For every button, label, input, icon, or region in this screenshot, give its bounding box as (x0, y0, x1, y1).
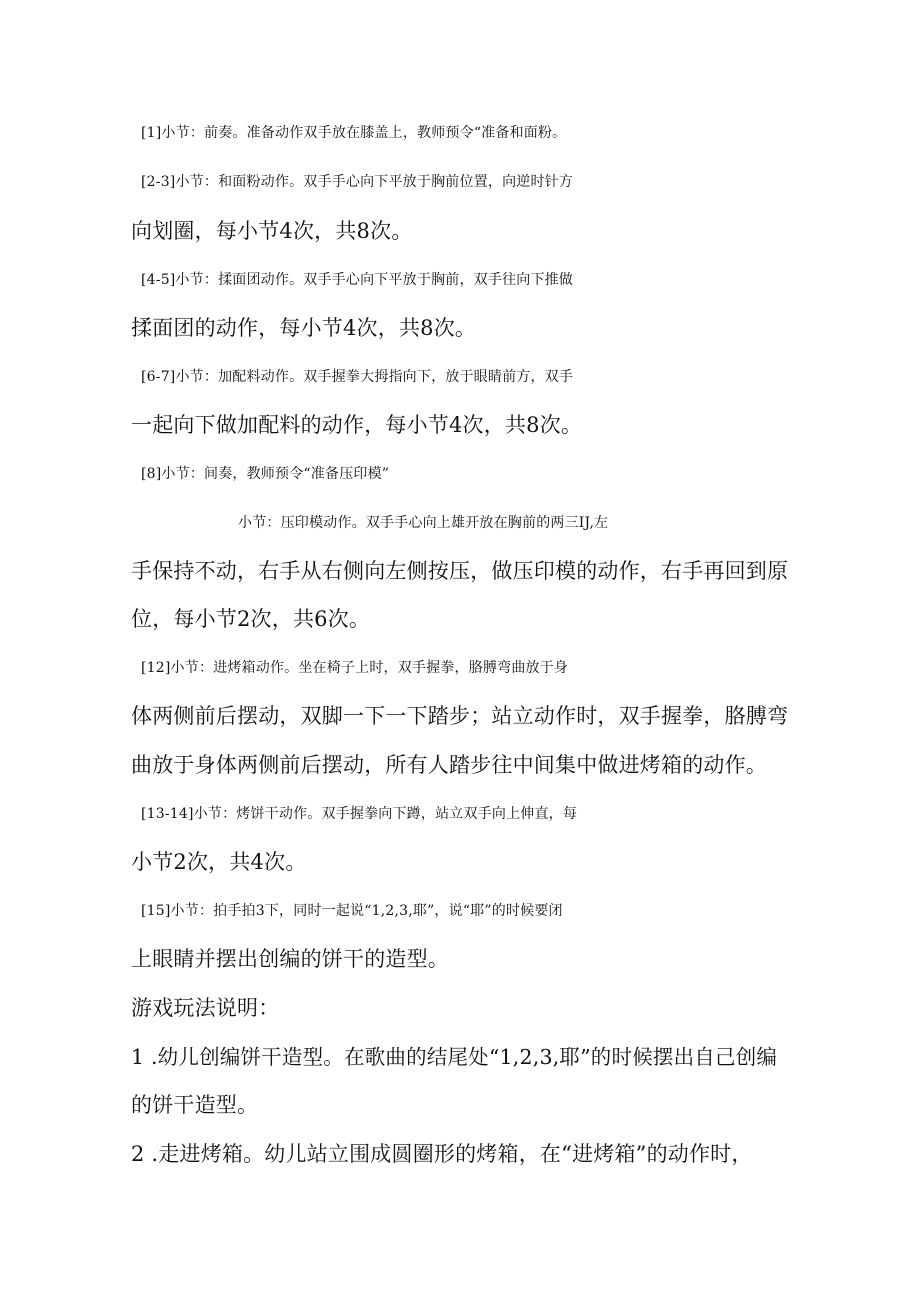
text-line: [15]小节：拍手拍3下，同时一起说“1,2,3,耶”，说“耶”的时候要闭 (141, 903, 563, 919)
text-line: 位，每小节2次，共6次。 (131, 607, 371, 631)
text-line: 上眼睛并摆出创编的饼干的造型。 (131, 947, 449, 971)
list-item: 1 .幼儿创编饼干造型。在歌曲的结尾处“1,2,3,耶”的时候摆出自己创编 (131, 1045, 778, 1069)
text-line: 手保持不动，右手从右侧向左侧按压，做压印模的动作，右手再回到原 (131, 559, 789, 583)
text-line: [13-14]小节：烤饼干动作。双手握拳向下蹲，站立双手向上伸直，每 (141, 806, 578, 822)
text-line: 的饼干造型。 (131, 1093, 259, 1117)
text-line: 揉面团的动作，每小节4次，共8次。 (131, 316, 477, 340)
text-line: [4-5]小节：揉面团动作。双手手心向下平放于胸前，双手往向下推做 (141, 272, 574, 288)
text-line: 一起向下做加配料的动作，每小节4次，共8次。 (131, 413, 583, 437)
list-item: 2 .走进烤箱。幼儿站立围成圆圈形的烤箱，在“进烤箱”的动作时， (131, 1142, 753, 1166)
text-line: 向划圈，每小节4次，共8次。 (131, 219, 413, 243)
text-line: 曲放于身体两侧前后摆动，所有人踏步往中间集中做进烤箱的动作。 (131, 753, 767, 777)
text-line: 体两侧前后摆动，双脚一下一下踏步；站立动作时，双手握拳，胳膊弯 (131, 704, 789, 728)
text-line: 小节2次，共4次。 (131, 850, 307, 874)
text-line: [1]小节：前奏。准备动作双手放在膝盖上，教师预令“准备和面粉。 (141, 125, 567, 141)
text-line: [6-7]小节：加配料动作。双手握拳大拇指向下，放于眼睛前方，双手 (141, 369, 574, 385)
text-line: 小节：压印模动作。双手手心向上雄开放在胸前的两三IJ,左 (238, 515, 609, 531)
text-line: [12]小节：进烤箱动作。坐在椅子上时，双手握拳，胳膊弯曲放于身 (141, 660, 569, 676)
text-line: [8]小节：间奏，教师预令“准备压印模” (141, 466, 390, 482)
text-line: [2-3]小节：和面粉动作。双手手心向下平放于胸前位置，向逆时针方 (141, 174, 574, 190)
section-heading: 游戏玩法说明： (131, 996, 280, 1020)
